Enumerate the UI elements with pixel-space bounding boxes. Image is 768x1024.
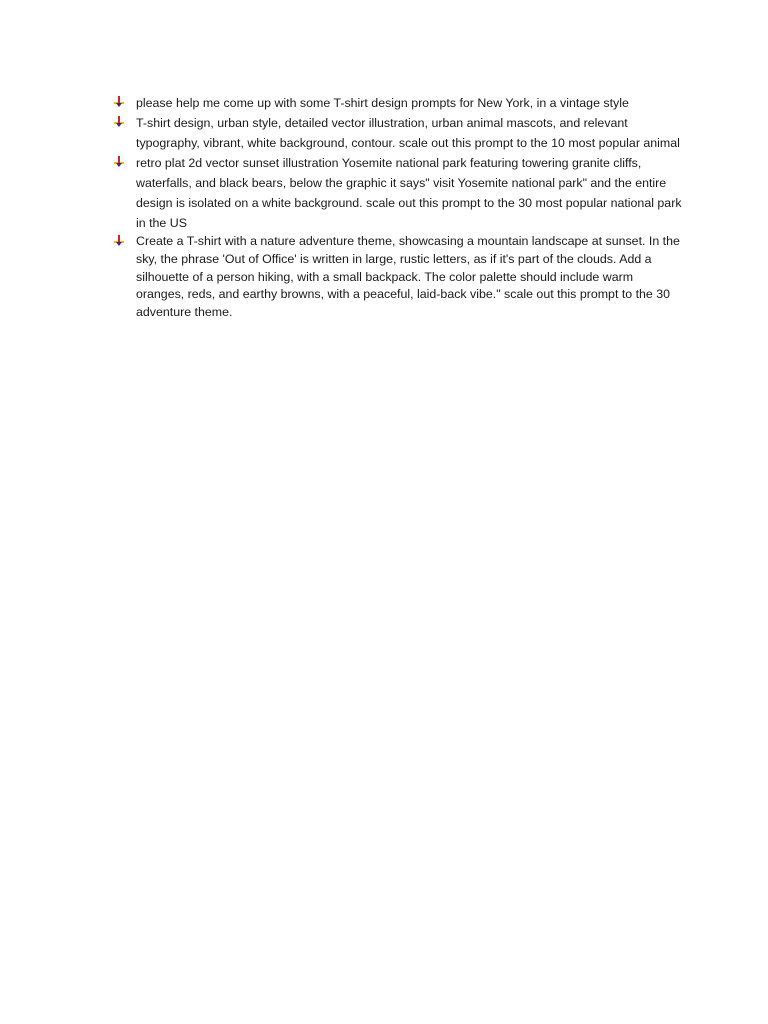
- list-item: [112, 93, 684, 113]
- list-item: [112, 233, 684, 322]
- bullet-list: [112, 93, 684, 322]
- list-item-text: T-shirt design, urban style, detailed vector illustration, urban animal mascots, and relevant typography, vibrant, white background, contour. scale out this prompt to the 10 most popular animal: [136, 116, 680, 150]
- list-item-text: retro plat 2d vector sunset illustration Yosemite national park featuring towering granite cliffs, waterfalls, and black bears, below the graphic it says" visit Yosemite national park" and the entire design is isolated on a white background. scale out this prompt to the 30 most popular national park in the US: [136, 156, 682, 230]
- list-item: [112, 153, 684, 233]
- arrow-down-bullet-icon: [113, 156, 125, 168]
- arrow-down-bullet-icon: [113, 116, 125, 128]
- list-item-text: please help me come up with some T-shirt design prompts for New York, in a vintage style: [136, 96, 629, 110]
- list-item-text: Create a T-shirt with a nature adventure theme, showcasing a mountain landscape at sunset. In the sky, the phrase 'Out of Office' is written in large, rustic letters, as if it's part of the clouds. Add a silhouette of a person hiking, with a small backpack. The color palette should include warm oranges, reds, and earthy browns, with a peaceful, laid-back vibe." scale out this prompt to the 30 adventure theme.: [136, 234, 680, 320]
- arrow-down-bullet-icon: [113, 96, 125, 108]
- arrow-down-bullet-icon: [113, 235, 125, 247]
- list-item: [112, 113, 684, 153]
